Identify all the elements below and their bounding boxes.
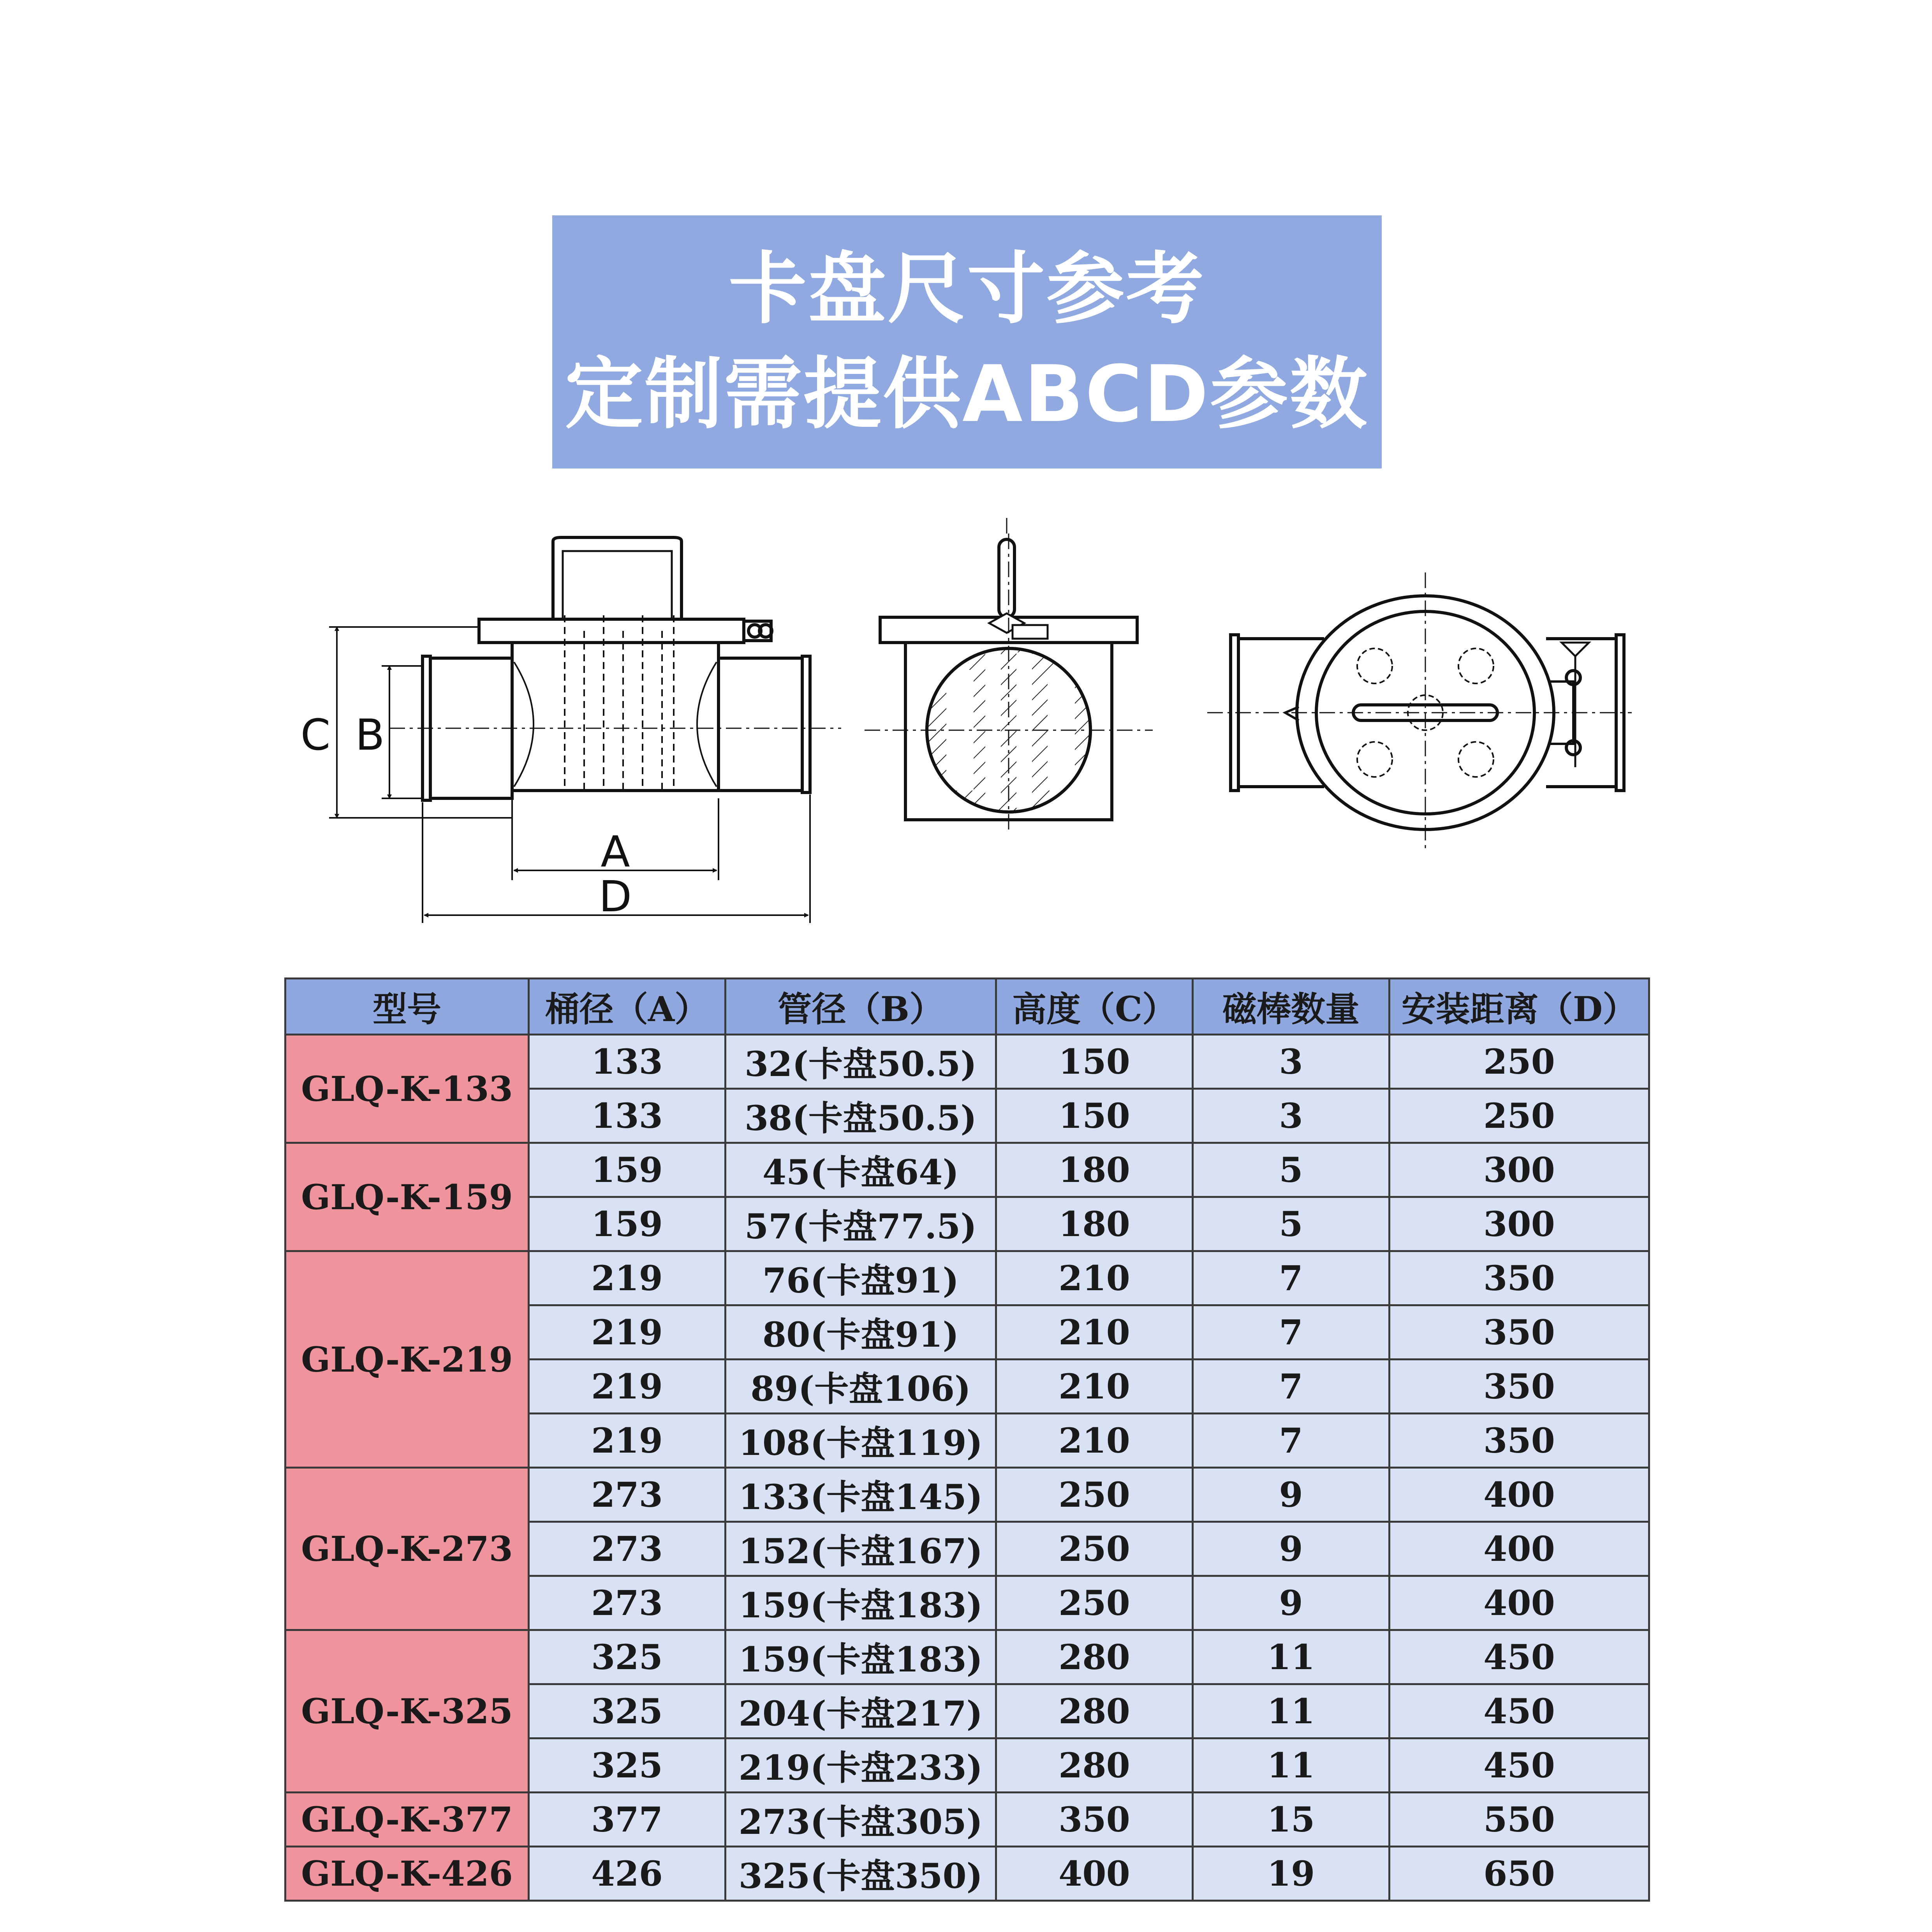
model-cell: GLQ-K-219 [285,1251,529,1468]
height-cell: 150 [996,1089,1193,1143]
distance-cell: 450 [1390,1684,1649,1738]
barrel-cell: 273 [529,1576,726,1630]
distance-cell: 400 [1390,1576,1649,1630]
model-cell: GLQ-K-133 [285,1035,529,1143]
height-cell: 280 [996,1684,1193,1738]
table-row [285,1251,1649,1305]
height-cell: 350 [996,1793,1193,1847]
dimension-label-b: B [355,710,385,760]
magnet-cell: 7 [1193,1360,1390,1414]
height-cell: 280 [996,1738,1193,1793]
barrel-cell: 273 [529,1522,726,1576]
height-cell: 280 [996,1630,1193,1684]
distance-cell: 400 [1390,1522,1649,1576]
magnet-cell: 11 [1193,1738,1390,1793]
barrel-cell: 273 [529,1468,726,1522]
barrel-cell: 325 [529,1630,726,1684]
side-view [865,518,1153,830]
table-row [285,1793,1649,1847]
pipe-cell: 152(卡盘167) [726,1522,996,1576]
distance-cell: 350 [1390,1360,1649,1414]
pipe-cell: 38(卡盘50.5) [726,1089,996,1143]
pipe-cell: 159(卡盘183) [726,1576,996,1630]
header-model: 型号 [285,979,529,1035]
magnet-cell: 3 [1193,1089,1390,1143]
barrel-cell: 426 [529,1847,726,1901]
distance-cell: 450 [1390,1630,1649,1684]
magnet-cell: 15 [1193,1793,1390,1847]
table-header-row [285,979,1649,1035]
header-pipe-diameter: 管径（B） [726,979,996,1035]
dimension-label-d: D [599,872,632,921]
distance-cell: 300 [1390,1143,1649,1197]
distance-cell: 250 [1390,1035,1649,1089]
magnet-cell: 7 [1193,1305,1390,1360]
barrel-cell: 219 [529,1414,726,1468]
model-cell: GLQ-K-377 [285,1793,529,1847]
table-row [285,1143,1649,1197]
pipe-cell: 32(卡盘50.5) [726,1035,996,1089]
barrel-cell: 219 [529,1251,726,1305]
pipe-cell: 89(卡盘106) [726,1360,996,1414]
pipe-cell: 325(卡盘350) [726,1847,996,1901]
pipe-cell: 57(卡盘77.5) [726,1197,996,1251]
height-cell: 400 [996,1847,1193,1901]
header-height: 高度（C） [996,979,1193,1035]
header-barrel-diameter: 桶径（A） [529,979,726,1035]
height-cell: 250 [996,1522,1193,1576]
height-cell: 150 [996,1035,1193,1089]
magnet-cell: 9 [1193,1468,1390,1522]
magnet-cell: 3 [1193,1035,1390,1089]
pipe-cell: 45(卡盘64) [726,1143,996,1197]
model-cell: GLQ-K-273 [285,1468,529,1630]
barrel-cell: 219 [529,1360,726,1414]
magnet-cell: 5 [1193,1197,1390,1251]
pipe-cell: 80(卡盘91) [726,1305,996,1360]
barrel-cell: 133 [529,1035,726,1089]
dimension-label-c: C [300,710,331,760]
front-view [329,537,841,923]
height-cell: 210 [996,1414,1193,1468]
distance-cell: 300 [1390,1197,1649,1251]
pipe-cell: 133(卡盘145) [726,1468,996,1522]
barrel-cell: 159 [529,1143,726,1197]
pipe-cell: 219(卡盘233) [726,1738,996,1793]
height-cell: 250 [996,1576,1193,1630]
banner-title-line2: 定制需提供ABCD参数 [565,349,1369,440]
magnet-cell: 19 [1193,1847,1390,1901]
banner-title-line1: 卡盘尺寸参考 [728,244,1205,335]
height-cell: 180 [996,1197,1193,1251]
pipe-cell: 273(卡盘305) [726,1793,996,1847]
header-magnet-count: 磁棒数量 [1193,979,1390,1035]
pipe-cell: 159(卡盘183) [726,1630,996,1684]
distance-cell: 400 [1390,1468,1649,1522]
magnet-cell: 11 [1193,1684,1390,1738]
magnet-cell: 5 [1193,1143,1390,1197]
pipe-cell: 76(卡盘91) [726,1251,996,1305]
barrel-cell: 219 [529,1305,726,1360]
pipe-cell: 108(卡盘119) [726,1414,996,1468]
distance-cell: 350 [1390,1414,1649,1468]
magnet-cell: 9 [1193,1522,1390,1576]
distance-cell: 350 [1390,1305,1649,1360]
table-row [285,1468,1649,1522]
title-banner [552,215,1382,468]
magnet-cell: 7 [1193,1251,1390,1305]
magnet-cell: 11 [1193,1630,1390,1684]
model-cell: GLQ-K-325 [285,1630,529,1793]
barrel-cell: 325 [529,1738,726,1793]
distance-cell: 650 [1390,1847,1649,1901]
dimension-label-a: A [601,827,630,877]
distance-cell: 450 [1390,1738,1649,1793]
model-cell: GLQ-K-159 [285,1143,529,1251]
top-view [1207,572,1632,853]
barrel-cell: 377 [529,1793,726,1847]
height-cell: 210 [996,1251,1193,1305]
barrel-cell: 133 [529,1089,726,1143]
header-install-distance: 安装距离（D） [1390,979,1649,1035]
distance-cell: 250 [1390,1089,1649,1143]
magnet-cell: 9 [1193,1576,1390,1630]
height-cell: 210 [996,1360,1193,1414]
height-cell: 250 [996,1468,1193,1522]
distance-cell: 550 [1390,1793,1649,1847]
barrel-cell: 159 [529,1197,726,1251]
specification-table [284,977,1650,1902]
magnet-cell: 7 [1193,1414,1390,1468]
height-cell: 210 [996,1305,1193,1360]
technical-drawing [288,518,1659,939]
table-row [285,1847,1649,1901]
table-row [285,1035,1649,1089]
barrel-cell: 325 [529,1684,726,1738]
model-cell: GLQ-K-426 [285,1847,529,1901]
table-row [285,1630,1649,1684]
pipe-cell: 204(卡盘217) [726,1684,996,1738]
distance-cell: 350 [1390,1251,1649,1305]
height-cell: 180 [996,1143,1193,1197]
